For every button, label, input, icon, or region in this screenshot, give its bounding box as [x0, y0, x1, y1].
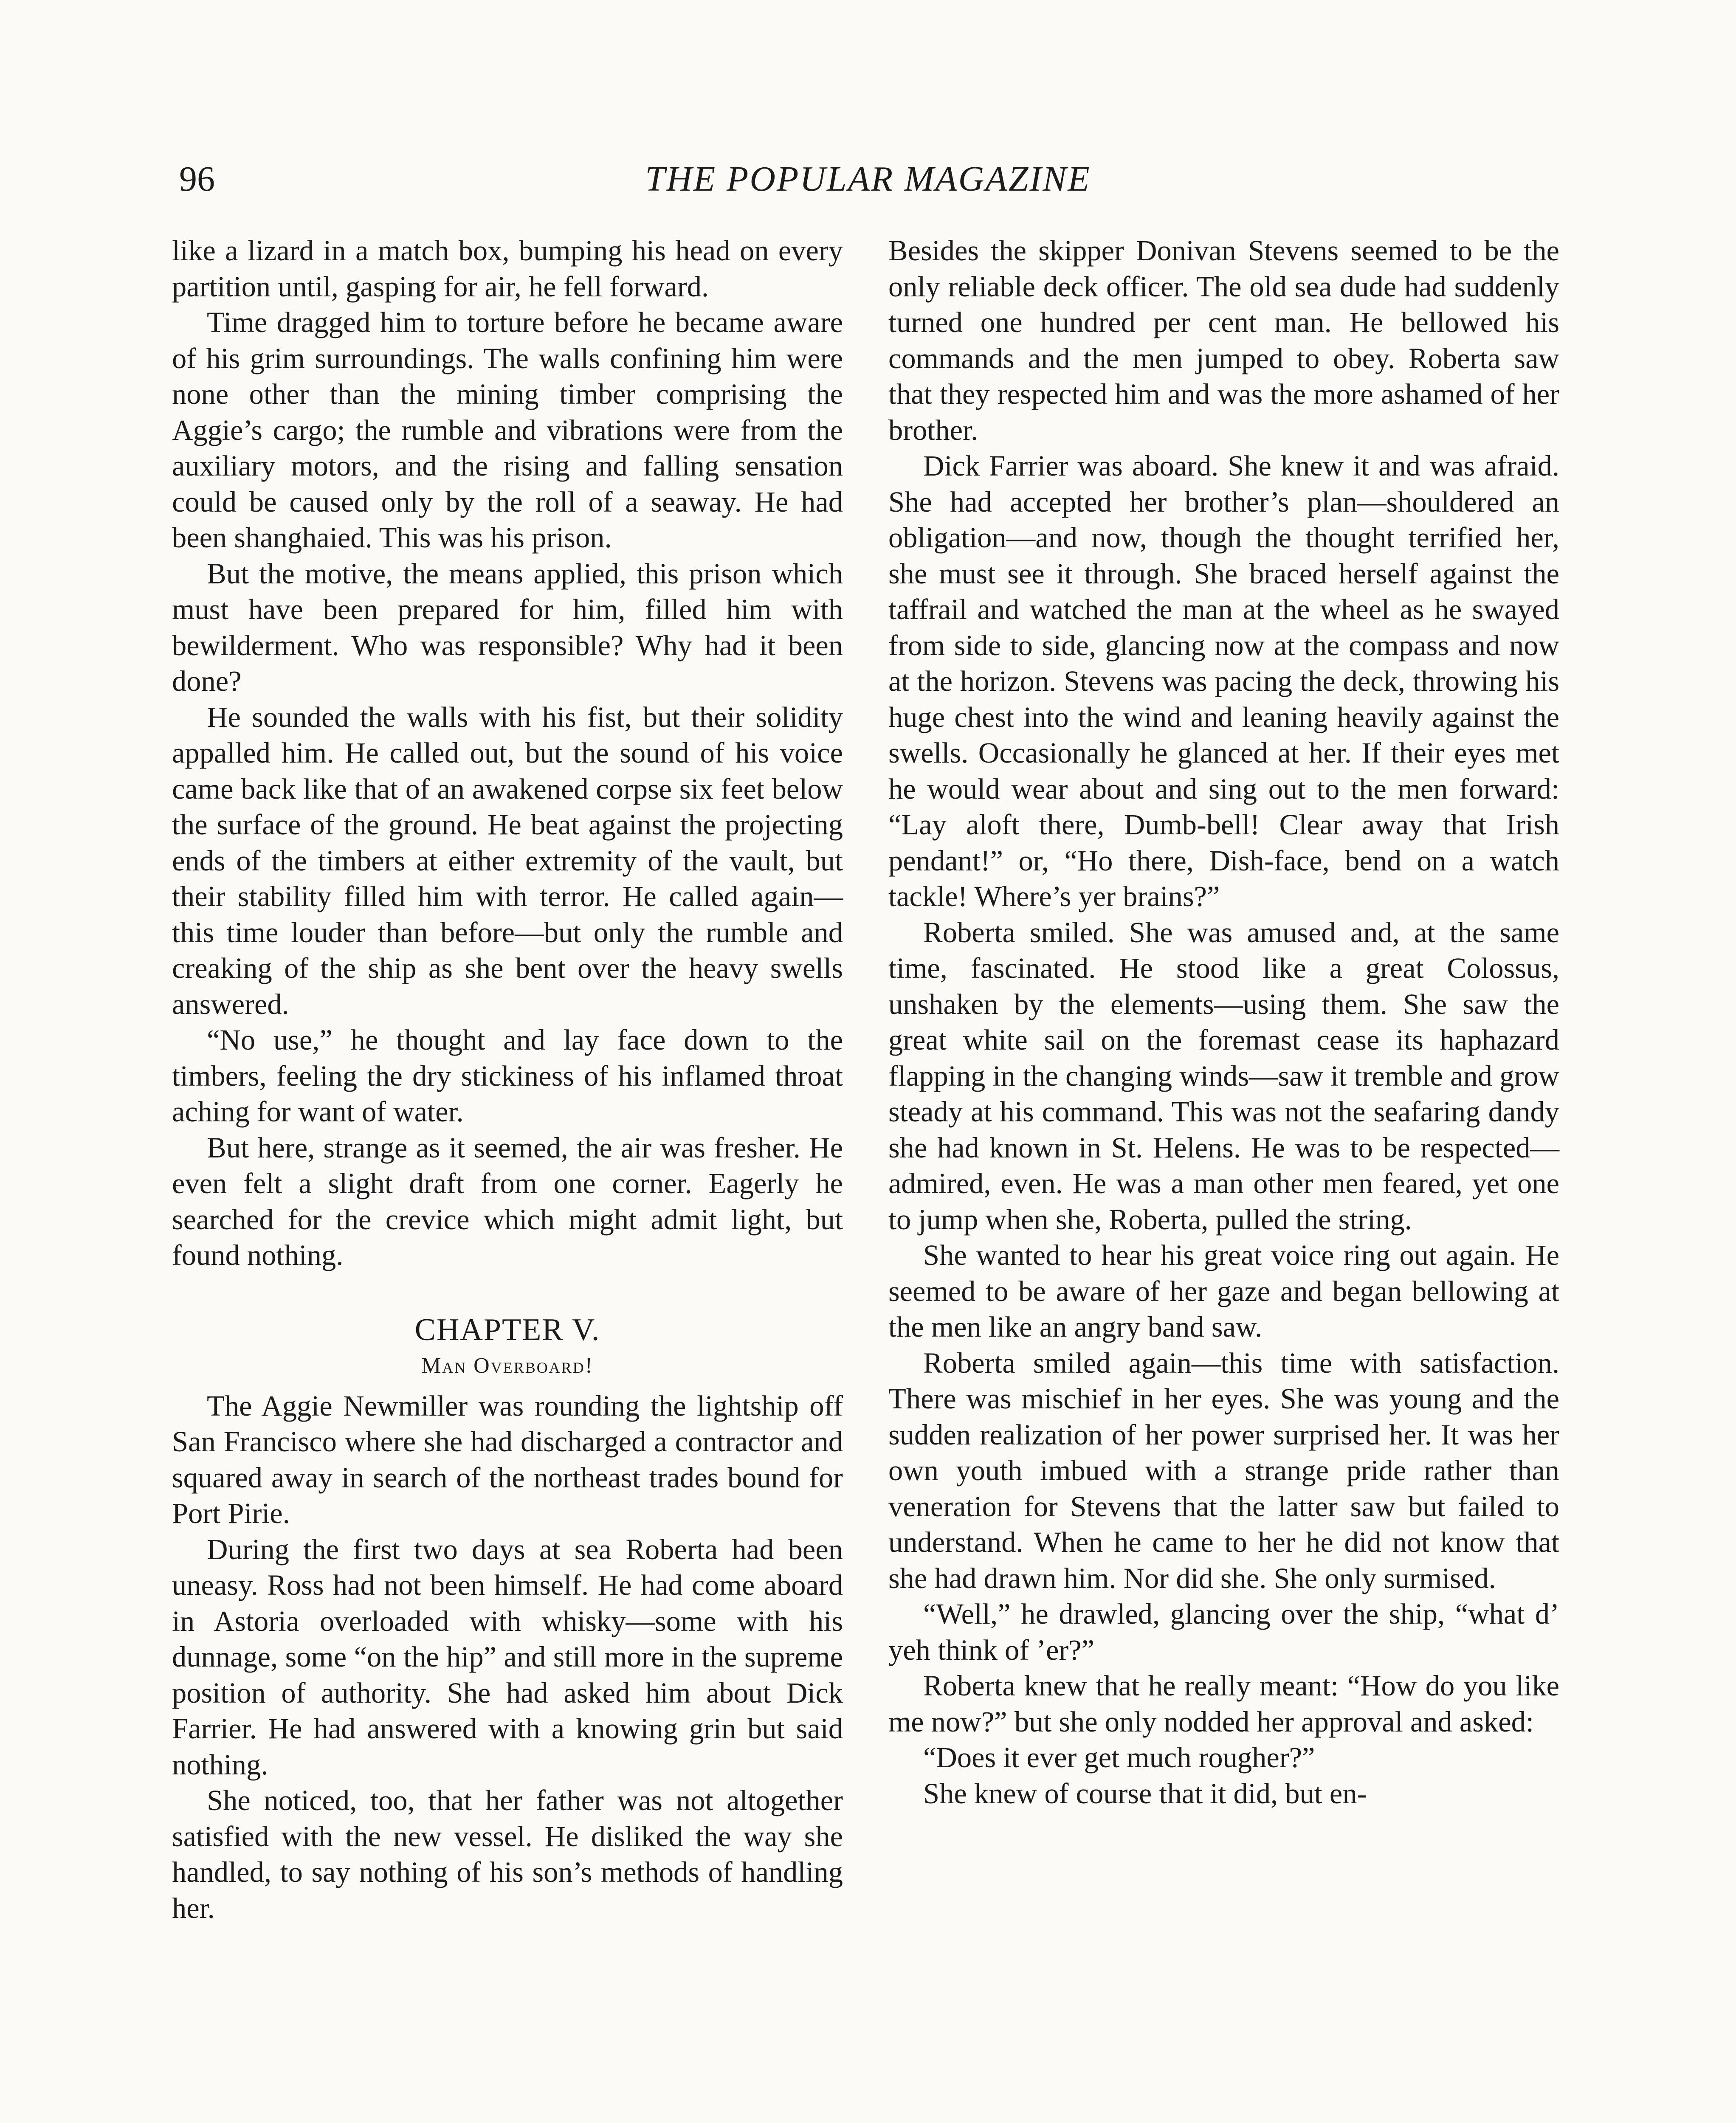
- paragraph: Roberta smiled again—this time with satisfaction. There was mischief in her eyes. She was young and the sudden realization of her power surprised her. It was her own youth imbued with a strange pride rather than veneration for Stevens that the latter saw but failed to understand. When he came to her he did not know that she had drawn him. Nor did she. She only surmised.: [888, 1346, 1559, 1594]
- paragraph: She wanted to hear his great voice ring out again. He seemed to be aware of her gaze and began bellowing at the men like an angry band saw.: [888, 1239, 1559, 1343]
- chapter-subtitle: Man Overboard!: [421, 1353, 594, 1378]
- paragraph: She knew of course that it did, but en-: [923, 1777, 1367, 1810]
- left-column: [172, 233, 843, 1926]
- paragraph: “Does it ever get much rougher?”: [923, 1741, 1315, 1774]
- chapter-heading: CHAPTER V.: [414, 1312, 600, 1347]
- page-number: 96: [179, 159, 215, 199]
- paragraph: Dick Farrier was aboard. She knew it and was afraid. She had accepted her brother’s plan—shouldered an obligation—and now, though the thought terrified her, she must see it through. She braced herself against the taffrail and watched the man at the wheel as he swayed from side to side, glancing now at the compass and now at the horizon. Stevens was pacing the deck, throwing his huge chest into the wind and leaning heavily against the swells. Occasionally he glanced at her. If their eyes met he would wear about and sing out to the men forward: “Lay aloft there, Dumb-bell! Clear away that Irish pendant!” or, “Ho there, Dish-face, bend on a watch tackle! Where’s yer brains?”: [888, 450, 1559, 912]
- page-header: [179, 158, 1557, 209]
- paragraph: She noticed, too, that her father was not altogether satisfied with the new vessel. He disliked the way she handled, to say nothing of his son’s methods of handling her.: [172, 1784, 843, 1924]
- paragraph: “Well,” he drawled, glancing over the ship, “what d’ yeh think of ’er?”: [888, 1598, 1559, 1666]
- paragraph: The Aggie Newmiller was rounding the lightship off San Francisco where she had discharged a contractor and squared away in search of the northeast trades bound for Port Pirie.: [172, 1389, 843, 1529]
- paragraph: Roberta knew that he really meant: “How do you like me now?” but she only nodded her approval and asked:: [888, 1670, 1559, 1738]
- paragraph: like a lizard in a match box, bumping his head on every partition until, gasping for air, he fell forward.: [172, 234, 843, 303]
- paragraph: But the motive, the means applied, this prison which must have been prepared for him, filled him with bewilderment. Who was responsible? Why had it been done?: [172, 557, 843, 697]
- running-title: THE POPULAR MAGAZINE: [645, 159, 1091, 199]
- paragraph: But here, strange as it seemed, the air was fresher. He even felt a slight draft from one corner. Eagerly he searched for the crevice which might admit light, but found nothing.: [172, 1131, 843, 1271]
- paragraph: “No use,” he thought and lay face down to the timbers, feeling the dry stickiness of his inflamed throat aching for want of water.: [172, 1024, 843, 1128]
- paragraph: Besides the skipper Donivan Stevens seemed to be the only reliable deck officer. The old sea dude had suddenly turned one hundred per cent man. He bellowed his commands and the men jumped to obey. Roberta saw that they respected him and was the more ashamed of her brother.: [888, 234, 1559, 446]
- right-column: [888, 233, 1559, 1811]
- paragraph: During the first two days at sea Roberta had been uneasy. Ross had not been himself. He had come aboard in Astoria overloaded with whisky—some with his dunnage, some “on the hip” and still more in the supreme position of authority. She had asked him about Dick Farrier. He had answered with a knowing grin but said nothing.: [172, 1533, 843, 1781]
- paragraph: Time dragged him to torture before he became aware of his grim surroundings. The walls confining him were none other than the mining timber comprising the Aggie’s cargo; the rumble and vibrations were from the auxiliary motors, and the rising and falling sensation could be caused only by the roll of a seaway. He had been shanghaied. This was his prison.: [172, 306, 843, 554]
- paragraph: He sounded the walls with his fist, but their solidity appalled him. He called out, but the sound of his voice came back like that of an awakened corpse six feet below the surface of the ground. He beat against the projecting ends of the timbers at either extremity of the vault, but their stability filled him with terror. He called again—this time louder than before—but only the rumble and creaking of the ship as she bent over the heavy swells answered.: [172, 701, 843, 1020]
- paragraph: Roberta smiled. She was amused and, at the same time, fascinated. He stood like a great Colossus, unshaken by the elements—using them. She saw the great white sail on the foremast cease its haphazard flapping in the changing winds—saw it tremble and grow steady at his command. This was not the seafaring dandy she had known in St. Helens. He was to be respected—admired, even. He was a man other men feared, yet one to jump when she, Roberta, pulled the string.: [888, 916, 1559, 1236]
